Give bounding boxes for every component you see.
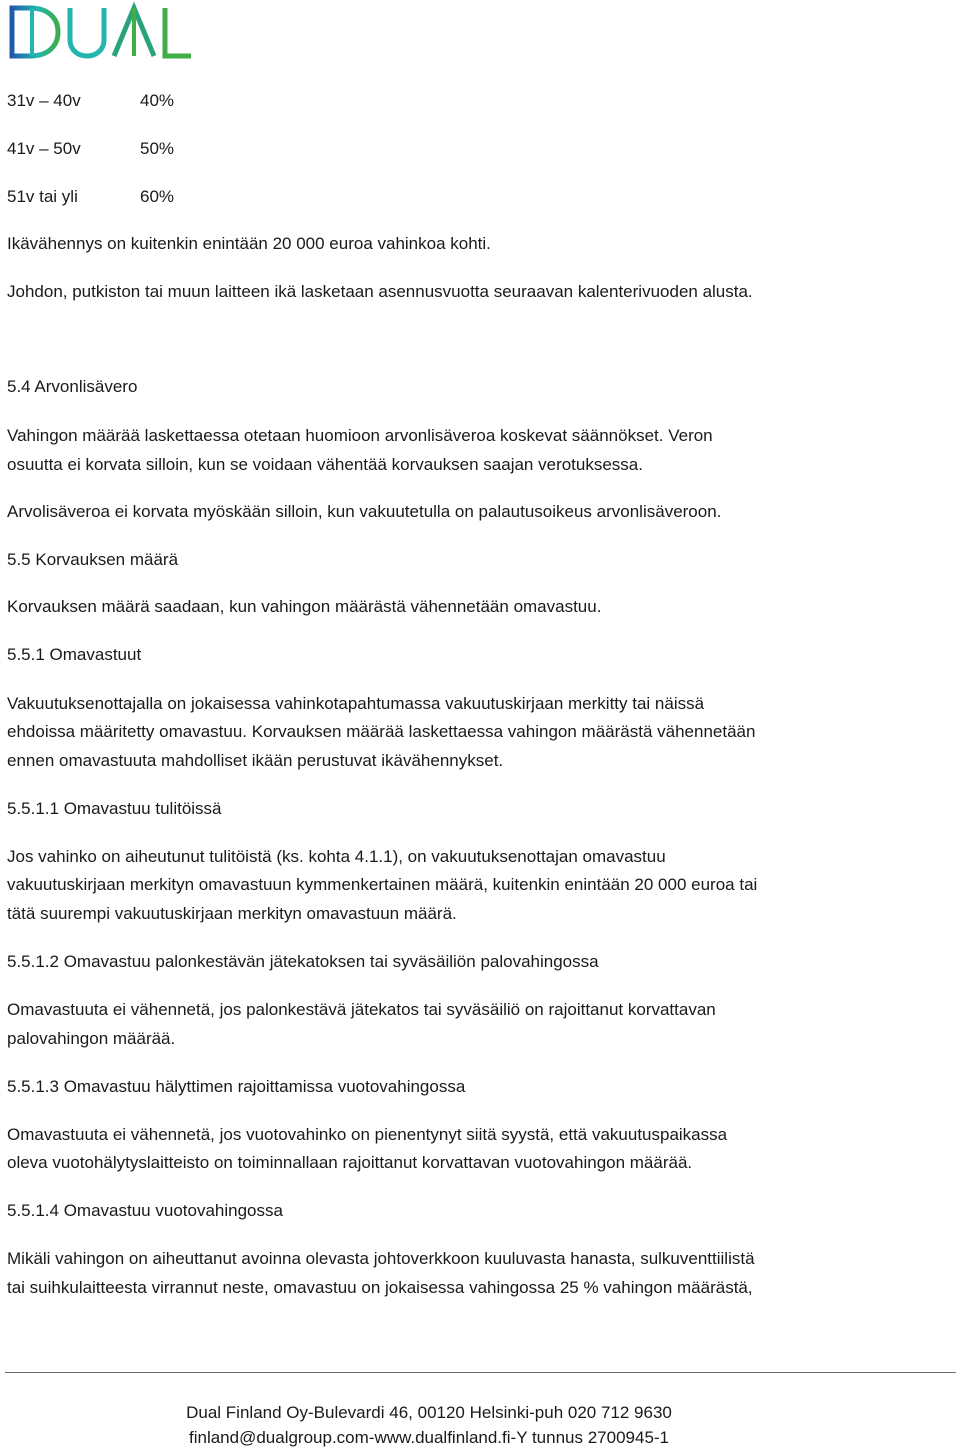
- footer-address: Dual Finland Oy-Bulevardi 46, 00120 Helsinki-puh 020 712 9630: [186, 1403, 672, 1422]
- hotwork-line-3: tätä suurempi vakuutuskirjaan merkityn omavastuun määrä.: [7, 904, 457, 923]
- heading-5-5-1: 5.5.1 Omavastuut: [7, 645, 142, 664]
- vat-line-1: Vahingon määrää laskettaessa otetaan huomioon arvonlisäveroa koskevat säännökset. Veron: [7, 426, 713, 445]
- deductible-line-2: ehdoissa määritetty omavastuu. Korvauksen määrää laskettaessa vahingon määrästä vähennetään: [7, 722, 756, 741]
- deductible-line-1: Vakuutuksenottajalla on jokaisessa vahinkotapahtumassa vakuutuskirjaan merkitty tai näissä: [7, 694, 705, 713]
- fire-line-1: Omavastuuta ei vähennetä, jos palonkestävä jätekatos tai syväsäiliö on rajoittanut korvattavan: [7, 1000, 716, 1019]
- footer-divider: [5, 1372, 956, 1373]
- vat-refund-text: Arvolisäveroa ei korvata myöskään silloin, kun vakuutetulla on palautusoikeus arvonlisäveroon.: [7, 502, 722, 521]
- footer-contact: finland@dualgroup.com-www.dualfinland.fi-Y tunnus 2700945-1: [188, 1428, 670, 1447]
- age-range-1: 31v – 40v: [7, 91, 81, 110]
- age-percent-2: 50%: [140, 139, 175, 158]
- fire-line-2: palovahingon määrää.: [7, 1029, 176, 1048]
- heading-5-4: 5.4 Arvonlisävero: [7, 377, 138, 396]
- heading-5-5: 5.5 Korvauksen määrä: [7, 550, 179, 569]
- age-range-2: 41v – 50v: [7, 139, 81, 158]
- age-range-3: 51v tai yli: [7, 187, 78, 206]
- hotwork-line-1: Jos vahinko on aiheutunut tulitöistä (ks. kohta 4.1.1), on vakuutuksenottajan omavastuu: [7, 847, 666, 866]
- vat-line-2: osuutta ei korvata silloin, kun se voidaan vähentää korvauksen saajan verotuksessa.: [7, 455, 643, 474]
- compensation-text: Korvauksen määrä saadaan, kun vahingon määrästä vähennetään omavastuu.: [7, 597, 602, 616]
- deductible-line-3: ennen omavastuuta mahdolliset ikään perustuvat ikävähennykset.: [7, 751, 504, 770]
- heading-5-5-1-3: 5.5.1.3 Omavastuu hälyttimen rajoittamissa vuotovahingossa: [7, 1077, 466, 1096]
- dual-logo-icon: [8, 2, 194, 60]
- hotwork-line-2: vakuutuskirjaan merkityn omavastuun kymmenkertainen määrä, kuitenkin enintään 20 000 euroa tai: [7, 875, 758, 894]
- heading-5-5-1-2: 5.5.1.2 Omavastuu palonkestävän jätekatoksen tai syväsäiliön palovahingossa: [7, 952, 599, 971]
- leak-line-1: Mikäli vahingon on aiheuttanut avoinna olevasta johtoverkkoon kuuluvasta hanasta, sulkuventtiilistä: [7, 1249, 755, 1268]
- alarm-line-1: Omavastuuta ei vähennetä, jos vuotovahinko on pienentynyt siitä syystä, että vakuutuspaikassa: [7, 1125, 728, 1144]
- dual-logo: [8, 2, 194, 60]
- leak-line-2: tai suihkulaitteesta virrannut neste, omavastuu on jokaisessa vahingossa 25 % vahingon määrästä,: [7, 1278, 753, 1297]
- heading-5-5-1-4: 5.5.1.4 Omavastuu vuotovahingossa: [7, 1201, 283, 1220]
- age-percent-3: 60%: [140, 187, 175, 206]
- heading-5-5-1-1: 5.5.1.1 Omavastuu tulitöissä: [7, 799, 222, 818]
- max-deduction-text: Ikävähennys on kuitenkin enintään 20 000 euroa vahinkoa kohti.: [7, 234, 491, 253]
- age-rule-text: Johdon, putkiston tai muun laitteen ikä lasketaan asennusvuotta seuraavan kalenterivuoden alusta.: [7, 282, 753, 301]
- age-percent-1: 40%: [140, 91, 175, 110]
- alarm-line-2: oleva vuotohälytyslaitteisto on toiminnallaan rajoittanut korvattavan vuotovahingon määrää.: [7, 1153, 693, 1172]
